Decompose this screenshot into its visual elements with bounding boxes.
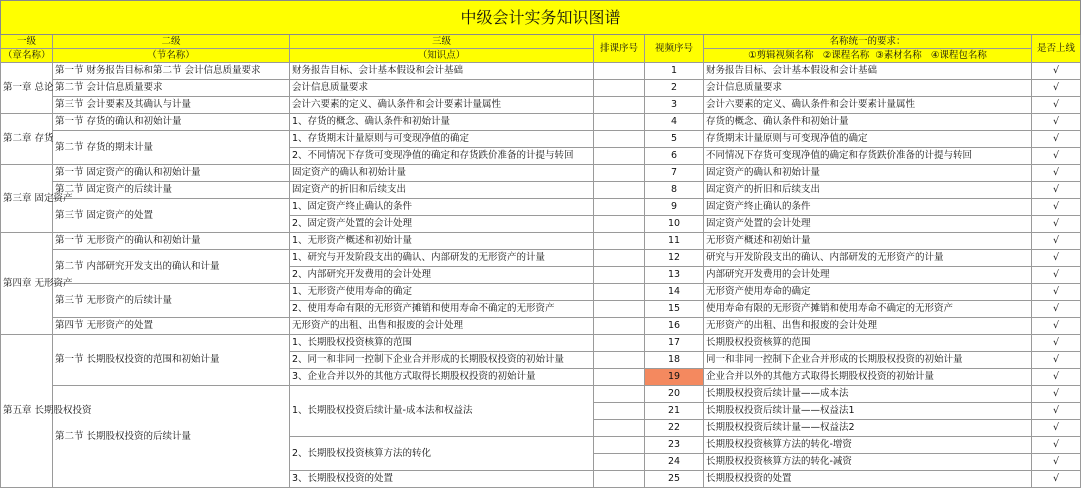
video-no-cell: 19 [645,369,704,386]
online-check-cell: √ [1032,301,1081,318]
schedule-no-cell [594,131,645,148]
schedule-no-cell [594,301,645,318]
schedule-no-cell [594,63,645,80]
knowledge-point-cell: 2、固定资产处置的会计处理 [290,216,594,233]
knowledge-point-cell: 会计六要素的定义、确认条件和会计要素计量属性 [290,97,594,114]
online-check-cell: √ [1032,437,1081,454]
online-check-cell: √ [1032,182,1081,199]
video-no-cell: 14 [645,284,704,301]
video-name-cell: 固定资产的确认和初始计量 [704,165,1032,182]
schedule-no-cell [594,114,645,131]
chapter-cell: 第一章 总论 [1,63,53,114]
knowledge-point-cell: 3、长期股权投资的处置 [290,471,594,488]
video-no-cell: 6 [645,148,704,165]
chapter-cell: 第二章 存货 [1,114,53,165]
section-cell: 第一节 存货的确认和初始计量 [53,114,290,131]
schedule-no-cell [594,148,645,165]
video-name-cell: 企业合并以外的其他方式取得长期股权投资的初始计量 [704,369,1032,386]
video-no-cell: 25 [645,471,704,488]
title-row [1,1,1081,35]
video-name-cell: 长期股权投资后续计量——权益法1 [704,403,1032,420]
section-cell: 第二节 会计信息质量要求 [53,80,290,97]
section-cell: 第一节 固定资产的确认和初始计量 [53,165,290,182]
online-check-cell: √ [1032,63,1081,80]
knowledge-point-cell: 2、内部研究开发费用的会计处理 [290,267,594,284]
video-name-cell: 固定资产的折旧和后续支出 [704,182,1032,199]
knowledge-point-cell: 财务报告目标、会计基本假设和会计基础 [290,63,594,80]
video-name-cell: 长期股权投资核算的范围 [704,335,1032,352]
video-no-cell: 9 [645,199,704,216]
schedule-no-cell [594,80,645,97]
online-check-cell: √ [1032,250,1081,267]
video-no-cell: 1 [645,63,704,80]
video-no-cell: 11 [645,233,704,250]
header-level3: 三级 [290,35,594,49]
video-no-cell: 18 [645,352,704,369]
schedule-no-cell [594,284,645,301]
video-no-cell: 4 [645,114,704,131]
online-check-cell: √ [1032,97,1081,114]
header-online: 是否上线 [1032,35,1081,63]
knowledge-point-cell: 2、同一和非同一控制下企业合并形成的长期股权投资的初始计量 [290,352,594,369]
schedule-no-cell [594,267,645,284]
header-video-no: 视频序号 [645,35,704,63]
knowledge-point-cell: 固定资产的确认和初始计量 [290,165,594,182]
online-check-cell: √ [1032,233,1081,250]
online-check-cell: √ [1032,386,1081,403]
video-name-cell: 无形资产使用寿命的确定 [704,284,1032,301]
chapter-cell: 第四章 无形资产 [1,233,53,335]
table-row [1,182,1081,199]
video-no-cell: 16 [645,318,704,335]
video-name-cell: 使用寿命有限的无形资产摊销和使用寿命不确定的无形资产 [704,301,1032,318]
video-name-cell: 无形资产概述和初始计量 [704,233,1032,250]
schedule-no-cell [594,165,645,182]
video-no-cell: 24 [645,454,704,471]
video-name-cell: 长期股权投资后续计量——权益法2 [704,420,1032,437]
table-row [1,80,1081,97]
knowledge-point-cell: 1、无形资产使用寿命的确定 [290,284,594,301]
header-naming-rule: 名称统一的要求： [704,35,1032,49]
table-row [1,335,1081,352]
knowledge-point-cell: 3、企业合并以外的其他方式取得长期股权投资的初始计量 [290,369,594,386]
table-row [1,386,1081,403]
video-no-cell: 7 [645,165,704,182]
online-check-cell: √ [1032,284,1081,301]
header-naming-rule-sub: ①剪辑视频名称 ②课程名称 ③素材名称 ④课程包名称 [704,49,1032,63]
online-check-cell: √ [1032,148,1081,165]
video-no-cell: 20 [645,386,704,403]
online-check-cell: √ [1032,267,1081,284]
online-check-cell: √ [1032,369,1081,386]
video-no-cell: 2 [645,80,704,97]
schedule-no-cell [594,216,645,233]
video-name-cell: 不同情况下存货可变现净值的确定和存货跌价准备的计提与转回 [704,148,1032,165]
knowledge-point-cell: 1、长期股权投资核算的范围 [290,335,594,352]
chapter-cell: 第三章 固定资产 [1,165,53,233]
video-name-cell: 研究与开发阶段支出的确认、内部研发的无形资产的计量 [704,250,1032,267]
header-row [1,35,1081,49]
section-cell: 第一节 长期股权投资的范围和初始计量 [53,335,290,386]
schedule-no-cell [594,454,645,471]
knowledge-point-cell: 2、长期股权投资核算方法的转化 [290,437,594,471]
table-row [1,97,1081,114]
video-no-cell: 23 [645,437,704,454]
table-row [1,114,1081,131]
schedule-no-cell [594,318,645,335]
schedule-no-cell [594,386,645,403]
table-row [1,165,1081,182]
online-check-cell: √ [1032,403,1081,420]
online-check-cell: √ [1032,471,1081,488]
online-check-cell: √ [1032,335,1081,352]
online-check-cell: √ [1032,131,1081,148]
video-no-cell: 12 [645,250,704,267]
section-cell: 第二节 长期股权投资的后续计量 [53,386,290,488]
knowledge-point-cell: 1、固定资产终止确认的条件 [290,199,594,216]
video-name-cell: 固定资产处置的会计处理 [704,216,1032,233]
knowledge-point-cell: 2、不同情况下存货可变现净值的确定和存货跌价准备的计提与转回 [290,148,594,165]
section-cell: 第二节 固定资产的后续计量 [53,182,290,199]
video-name-cell: 内部研究开发费用的会计处理 [704,267,1032,284]
video-name-cell: 长期股权投资核算方法的转化-增资 [704,437,1032,454]
video-name-cell: 无形资产的出租、出售和报废的会计处理 [704,318,1032,335]
video-no-cell: 8 [645,182,704,199]
knowledge-point-cell: 无形资产的出租、出售和报废的会计处理 [290,318,594,335]
video-no-cell: 5 [645,131,704,148]
table-row [1,199,1081,216]
schedule-no-cell [594,199,645,216]
schedule-no-cell [594,352,645,369]
video-name-cell: 会计信息质量要求 [704,80,1032,97]
header-sub-row [1,49,1081,63]
online-check-cell: √ [1032,454,1081,471]
video-no-cell: 13 [645,267,704,284]
table-row [1,284,1081,301]
header-level3-sub: （知识点） [290,49,594,63]
schedule-no-cell [594,335,645,352]
schedule-no-cell [594,182,645,199]
section-cell: 第一节 无形资产的确认和初始计量 [53,233,290,250]
header-level1-sub: （章名称） [1,49,53,63]
video-name-cell: 长期股权投资的处置 [704,471,1032,488]
video-no-cell: 21 [645,403,704,420]
online-check-cell: √ [1032,318,1081,335]
video-no-cell: 15 [645,301,704,318]
header-schedule-no: 排课序号 [594,35,645,63]
knowledge-point-cell: 1、存货期末计量原则与可变现净值的确定 [290,131,594,148]
section-cell: 第三节 会计要素及其确认与计量 [53,97,290,114]
schedule-no-cell [594,250,645,267]
online-check-cell: √ [1032,80,1081,97]
section-cell: 第三节 固定资产的处置 [53,199,290,233]
knowledge-point-cell: 固定资产的折旧和后续支出 [290,182,594,199]
knowledge-point-cell: 会计信息质量要求 [290,80,594,97]
video-name-cell: 同一和非同一控制下企业合并形成的长期股权投资的初始计量 [704,352,1032,369]
video-no-cell: 17 [645,335,704,352]
video-name-cell: 存货的概念、确认条件和初始计量 [704,114,1032,131]
table-row [1,318,1081,335]
section-cell: 第二节 内部研究开发支出的确认和计量 [53,250,290,284]
sheet-title: 中级会计实务知识图谱 [1,1,1081,35]
online-check-cell: √ [1032,114,1081,131]
chapter-cell: 第五章 长期股权投资 [1,335,53,488]
online-check-cell: √ [1032,216,1081,233]
section-cell: 第一节 财务报告目标和第二节 会计信息质量要求 [53,63,290,80]
schedule-no-cell [594,437,645,454]
header-level2-sub: （节名称） [53,49,290,63]
video-name-cell: 固定资产终止确认的条件 [704,199,1032,216]
video-name-cell: 财务报告目标、会计基本假设和会计基础 [704,63,1032,80]
video-name-cell: 会计六要素的定义、确认条件和会计要素计量属性 [704,97,1032,114]
schedule-no-cell [594,97,645,114]
knowledge-point-cell: 1、存货的概念、确认条件和初始计量 [290,114,594,131]
schedule-no-cell [594,403,645,420]
schedule-no-cell [594,471,645,488]
online-check-cell: √ [1032,199,1081,216]
knowledge-point-cell: 2、使用寿命有限的无形资产摊销和使用寿命不确定的无形资产 [290,301,594,318]
table-row [1,131,1081,148]
section-cell: 第二节 存货的期末计量 [53,131,290,165]
video-name-cell: 存货期末计量原则与可变现净值的确定 [704,131,1032,148]
online-check-cell: √ [1032,420,1081,437]
table-row [1,233,1081,250]
video-no-cell: 10 [645,216,704,233]
schedule-no-cell [594,233,645,250]
video-no-cell: 3 [645,97,704,114]
online-check-cell: √ [1032,165,1081,182]
header-level2: 二级 [53,35,290,49]
knowledge-point-cell: 1、研究与开发阶段支出的确认、内部研发的无形资产的计量 [290,250,594,267]
header-level1: 一级 [1,35,53,49]
online-check-cell: √ [1032,352,1081,369]
video-name-cell: 长期股权投资核算方法的转化-减资 [704,454,1032,471]
schedule-no-cell [594,369,645,386]
section-cell: 第四节 无形资产的处置 [53,318,290,335]
section-cell: 第三节 无形资产的后续计量 [53,284,290,318]
table-row [1,63,1081,80]
knowledge-point-cell: 1、无形资产概述和初始计量 [290,233,594,250]
knowledge-point-cell: 1、长期股权投资后续计量-成本法和权益法 [290,386,594,437]
video-name-cell: 长期股权投资后续计量——成本法 [704,386,1032,403]
table-row [1,250,1081,267]
video-no-cell: 22 [645,420,704,437]
schedule-no-cell [594,420,645,437]
